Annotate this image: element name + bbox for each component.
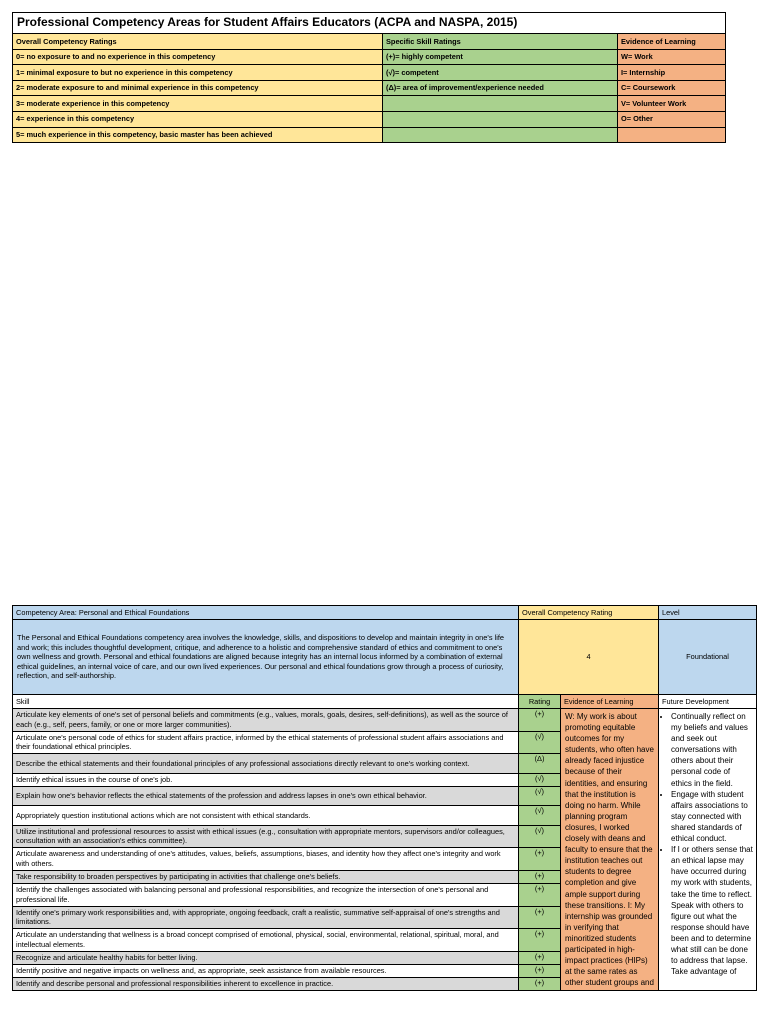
skill-rating: (+) <box>519 951 561 964</box>
skill-text: Articulate awareness and understanding of one's attitudes, values, beliefs, assumptions, biases, and identity how they affect one's integrity and work with others. <box>13 848 519 871</box>
header-overall-ratings: Overall Competency Ratings <box>13 34 383 50</box>
competency-legend-table <box>12 12 726 143</box>
rating-column-header: Rating <box>519 695 561 709</box>
evidence-of-learning-text: W: My work is about promoting equitable outcomes for my students, who often have already faced injustice because of their identities, and ensuring that the institution is doing no harm. While planning program closures, I worked closely with deans and faculty to ensure that the institution teaches out students to degree completion and give ample support during these transitions. I: My internship was grounded in verifying that minoritized students participated in high-impact practices (HIPs) at the same rates as other student groups and <box>561 709 659 991</box>
overall-rating-value: 4 <box>519 620 659 695</box>
skill-rating: (+) <box>519 709 561 732</box>
skill-rating: (√) <box>519 825 561 848</box>
overall-rating-3: 3= moderate experience in this competency <box>13 96 383 112</box>
skill-text: Appropriately question institutional actions which are not consistent with ethical standards. <box>13 806 519 825</box>
overall-rating-2: 2= moderate exposure to and minimal experience in this competency <box>13 80 383 96</box>
skill-text: Identify the challenges associated with balancing personal and professional responsibilities, and recognize the intersection of one's personal and professional life. <box>13 883 519 906</box>
evidence-volunteer: V= Volunteer Work <box>618 96 726 112</box>
skill-rating-plus: (+)= highly competent <box>383 49 618 65</box>
level-value: Foundational <box>659 620 757 695</box>
evidence-internship: I= Internship <box>618 65 726 81</box>
skill-rating: (Δ) <box>519 754 561 773</box>
skill-text: Recognize and articulate healthy habits for better living. <box>13 951 519 964</box>
future-item: • Continually reflect on my beliefs and values and seek out conversations with others about their personal code of ethics in the field. <box>671 711 753 789</box>
skill-text: Identify and describe personal and professional responsibilities inherent to excellence in practice. <box>13 978 519 991</box>
skill-text: Take responsibility to broaden perspectives by participating in activities that challenge one's beliefs. <box>13 870 519 883</box>
legend-title: Professional Competency Areas for Student Affairs Educators (ACPA and NASPA, 2015) <box>13 13 726 34</box>
evidence-coursework: C= Coursework <box>618 80 726 96</box>
skill-text: Utilize institutional and professional resources to assist with ethical issues (e.g., consultation with appropriate mentors, supervisors and/or colleagues, consultation with an association's ethics committee). <box>13 825 519 848</box>
competency-area-table <box>12 605 757 991</box>
skill-rating: (√) <box>519 806 561 825</box>
skill-rating: (√) <box>519 773 561 786</box>
skill-text: Articulate an understanding that wellness is a broad concept comprised of emotional, physical, social, environmental, relational, spiritual, moral, and intellectual elements. <box>13 929 519 952</box>
future-column-header: Future Development <box>659 695 757 709</box>
skill-rating: (+) <box>519 906 561 929</box>
overall-rating-label: Overall Competency Rating <box>519 606 659 620</box>
skill-rating-empty <box>383 96 618 112</box>
skill-text: Explain how one's behavior reflects the ethical statements of the profession and address lapses in one's own ethical behavior. <box>13 786 519 805</box>
skill-text: Identify one's primary work responsibilities and, with appropriate, ongoing feedback, craft a realistic, summative self-appraisal of one's strengths and limitations. <box>13 906 519 929</box>
evidence-column-header: Evidence of Learning <box>561 695 659 709</box>
skill-rating-empty <box>383 111 618 127</box>
skill-text: Identify positive and negative impacts on wellness and, as appropriate, seek assistance from available resources. <box>13 964 519 977</box>
skill-text: Describe the ethical statements and their foundational principles of any professional associations directly relevant to one's working context. <box>13 754 519 773</box>
future-item: • Engage with student affairs associations to stay connected with shared standards of ethical conduct. <box>671 789 753 844</box>
skill-rating: (√) <box>519 731 561 754</box>
skill-text: Identify ethical issues in the course of one's job. <box>13 773 519 786</box>
skill-rating-delta: (Δ)= area of improvement/experience needed <box>383 80 618 96</box>
skill-rating: (√) <box>519 786 561 805</box>
competency-description: The Personal and Ethical Foundations competency area involves the knowledge, skills, and dispositions to develop and maintain integrity in one's life and work; this includes thoughtful development, critique, and adherence to a holistic and comprehensive standard of ethics and commitment to one's own wellness and growth. Personal and ethical foundations are aligned because integrity has an internal locus informed by a combination of external ethical guidelines, an internal voice of care, and our own lived experiences. Our personal and ethical foundations grow through a process of curiosity, reflection, and self-authorship. <box>13 620 519 695</box>
overall-rating-0: 0= no exposure to and no experience in this competency <box>13 49 383 65</box>
skill-text: Articulate key elements of one's set of personal beliefs and commitments (e.g., values, morals, goals, desires, self-definitions), as well as the source of each (e.g., self, peers, family, or one or more larger communities). <box>13 709 519 732</box>
skill-rating: (+) <box>519 883 561 906</box>
evidence-empty <box>618 127 726 143</box>
skill-text: Articulate one's personal code of ethics for student affairs practice, informed by the ethical statements of professional student affairs associations and their foundational ethical principles. <box>13 731 519 754</box>
overall-rating-1: 1= minimal exposure to but no experience in this competency <box>13 65 383 81</box>
skill-rating: (+) <box>519 848 561 871</box>
skill-rating-check: (√)= competent <box>383 65 618 81</box>
header-specific-skill-ratings: Specific Skill Ratings <box>383 34 618 50</box>
skill-rating-empty <box>383 127 618 143</box>
level-label: Level <box>659 606 757 620</box>
competency-area-label: Competency Area: Personal and Ethical Foundations <box>13 606 519 620</box>
overall-rating-5: 5= much experience in this competency, basic master has been achieved <box>13 127 383 143</box>
evidence-other: O= Other <box>618 111 726 127</box>
header-evidence-of-learning: Evidence of Learning <box>618 34 726 50</box>
skill-rating: (+) <box>519 964 561 977</box>
skill-rating: (+) <box>519 870 561 883</box>
future-item: • If I or others sense that an ethical lapse may have occurred during my work with students, take the time to reflect. Speak with others to figure out what the response should have been and to determine what still can be done to address that lapse. Take advantage of <box>671 844 753 977</box>
future-development-list <box>659 709 757 991</box>
skill-rating: (+) <box>519 978 561 991</box>
evidence-work: W= Work <box>618 49 726 65</box>
overall-rating-4: 4= experience in this competency <box>13 111 383 127</box>
skill-rating: (+) <box>519 929 561 952</box>
skill-column-header: Skill <box>13 695 519 709</box>
